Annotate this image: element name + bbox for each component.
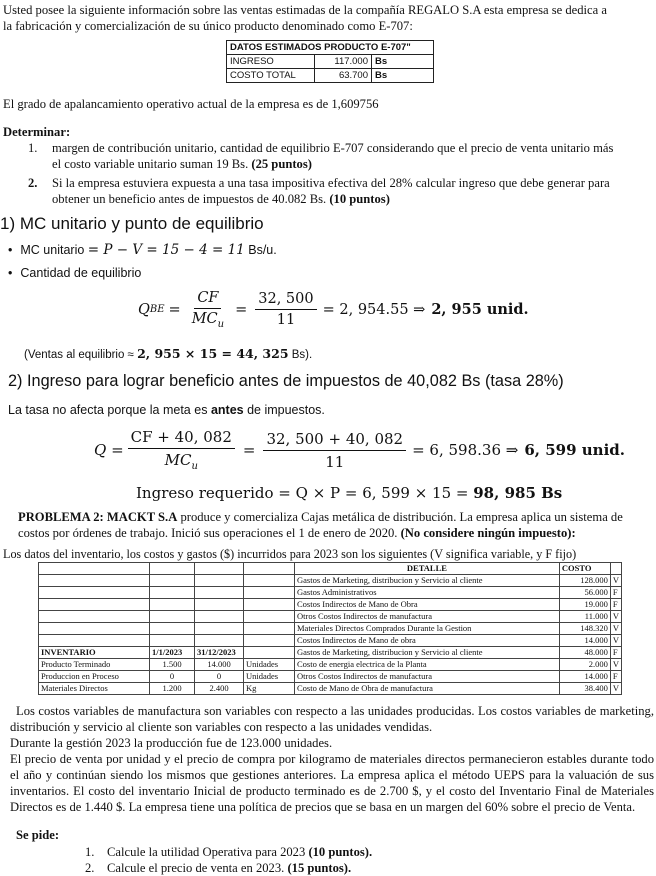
- cost-cell: 128.000: [559, 575, 610, 587]
- item-text: el costo variable unitario suman 19 Bs.: [52, 157, 249, 171]
- estimates-value: 63.700: [315, 69, 372, 83]
- ask-text: Calcule la utilidad Operativa para 2023: [107, 845, 306, 859]
- inventory-cell: [150, 575, 195, 587]
- item-text: margen de contribución unitario, cantidad de equilibrio E-707 considerando que el precio de venta unitario más: [52, 141, 614, 155]
- detail-cell: Gastos de Marketing, distribucion y Servicio al cliente: [295, 575, 560, 587]
- inventory-cell: [150, 599, 195, 611]
- table-row: [39, 635, 622, 647]
- cost-type-cell: F: [610, 671, 621, 683]
- cost-cell: 38.400: [559, 683, 610, 695]
- inventory-cell: Unidades: [244, 659, 295, 671]
- inventory-cell: 0: [195, 671, 244, 683]
- detail-cell: Otros Costos Indirectos de manufactura: [295, 671, 560, 683]
- table-row: [39, 611, 622, 623]
- ask-text: Calcule el precio de venta en 2023.: [107, 861, 285, 875]
- detail-cell: Otros Costos Indirectos de manufactura: [295, 611, 560, 623]
- intro-paragraph: [3, 2, 655, 34]
- fraction-numerator: CF + 40, 082: [128, 428, 235, 449]
- inventory-cell: [39, 623, 150, 635]
- table-row: [39, 659, 622, 671]
- inventory-cell: [244, 635, 295, 647]
- table-row: [39, 587, 622, 599]
- fraction-numerator: 32, 500: [255, 291, 316, 310]
- intro-line-1: Usted posee la siguiente información sobre las ventas estimadas de la compañía REGALO S.A esta empresa se dedica a: [3, 3, 607, 17]
- revenue-formula: [136, 484, 562, 502]
- list-item: [28, 175, 656, 207]
- formula-lhs: Q =: [94, 441, 124, 459]
- solution2-note: [8, 403, 325, 417]
- cost-type-cell: V: [610, 611, 621, 623]
- fraction-symbolic: [128, 428, 235, 472]
- inventory-cell: Materiales Directos: [39, 683, 150, 695]
- cost-type-cell: F: [610, 647, 621, 659]
- inventory-cell: INVENTARIO: [39, 647, 150, 659]
- inventory-cell: 31/12/2023: [195, 647, 244, 659]
- fraction-denominator: MC: [191, 311, 218, 327]
- table-row: [227, 55, 434, 69]
- inventory-cell: 1/1/2023: [150, 647, 195, 659]
- list-item: [28, 140, 656, 172]
- table-row: [39, 671, 622, 683]
- fraction-denominator-sub: u: [191, 461, 198, 472]
- item-number: 2.: [28, 176, 38, 190]
- cost-cell: 2.000: [559, 659, 610, 671]
- revenue-bold: 98, 985 Bs: [473, 484, 563, 502]
- inventory-cell: [244, 611, 295, 623]
- fraction-denominator: 11: [276, 312, 296, 329]
- inventory-cell: [39, 575, 150, 587]
- problem2-intro-rest: produce y comercializa Cajas metálica de distribución. La empresa aplica un sistema de: [180, 510, 623, 524]
- profit-formula: Q = $\frac{CF + 40, 082}{MC_u}$ = $\frac{32, 500 + 40, 082}{11}$ = 6, 598.36 ⇒ 6, 599 unid.: [94, 428, 625, 472]
- formula-result-bold: 6, 599 unid.: [524, 441, 625, 459]
- determine-list: [28, 140, 656, 207]
- cost-cell: 19.000: [559, 599, 610, 611]
- detail-cell: Gastos Administrativos: [295, 587, 560, 599]
- detail-cell: Costos Indirectos de Mano de obra: [295, 635, 560, 647]
- inventory-cell: 0: [150, 671, 195, 683]
- formula-lhs-sub: BE: [149, 304, 165, 316]
- estimates-unit: Bs: [372, 69, 434, 83]
- table-row: [39, 575, 622, 587]
- bullet-dot: •: [8, 243, 13, 257]
- inventory-cell: 2.400: [195, 683, 244, 695]
- cost-cell: 11.000: [559, 611, 610, 623]
- inventory-cell: 14.000: [195, 659, 244, 671]
- estimates-value: 117.000: [315, 55, 372, 69]
- problem2-title: PROBLEMA 2: MACKT S.A: [18, 510, 178, 524]
- mc-equation: = P − V = 15 − 4 = 11: [87, 242, 245, 258]
- table-row: [39, 683, 622, 695]
- inventory-cell: [195, 611, 244, 623]
- estimates-label: INGRESO: [227, 55, 315, 69]
- cost-cell: 48.000: [559, 647, 610, 659]
- cost-type-cell: F: [610, 587, 621, 599]
- inventory-cell: Producto Terminado: [39, 659, 150, 671]
- inventory-cost-table: [38, 562, 622, 695]
- inventory-cell: [150, 635, 195, 647]
- table-row: [227, 69, 434, 83]
- header-cost: COSTO: [559, 563, 610, 575]
- estimates-label: COSTO TOTAL: [227, 69, 315, 83]
- solution1-heading: 1) MC unitario y punto de equilibrio: [0, 214, 264, 233]
- inventory-cell: 1.200: [150, 683, 195, 695]
- revenue-text: Ingreso requerido = Q × P = 6, 599 × 15 =: [136, 484, 469, 502]
- sales-note: [24, 346, 312, 361]
- problem2-intro: [18, 509, 654, 541]
- item-points: (25 puntos): [251, 157, 312, 171]
- cost-type-cell: V: [610, 683, 621, 695]
- bullet-dot: •: [8, 266, 13, 280]
- cost-cell: 14.000: [559, 635, 610, 647]
- sales-note-prefix: (Ventas al equilibrio ≈: [24, 349, 134, 361]
- estimates-unit: Bs: [372, 55, 434, 69]
- formula-lhs: Q: [138, 301, 150, 318]
- solution2-heading: 2) Ingreso para lograr beneficio antes de impuestos de 40,082 Bs (tasa 28%): [8, 372, 564, 390]
- fraction-numeric: [263, 430, 406, 471]
- item-points: (10 puntos): [329, 192, 390, 206]
- bullet-label: Cantidad de equilibrio: [20, 266, 142, 280]
- asks-list: [85, 844, 372, 876]
- paragraph-pricing: El precio de venta por unidad y el precio de compra por kilogramo de materiales directos permanecieron estables durante todo el año y continúan siendo los mismos que gestiones anteriores. La empresa aplica el método UEPS para la valuación de sus inventarios. El costo del inventario Inicial de producto terminado es de 2.700 $, y el costo del Inventario Final de Materiales Directos es de 1.440 $. La empresa tiene una política de precios que se basa en un margen del 60% sobre el precio de Venta.: [10, 752, 654, 814]
- intro-line-2: la fabricación y comercialización de su único producto denominado como E-707:: [3, 19, 413, 33]
- estimates-table: [226, 40, 434, 83]
- inventory-cell: [244, 575, 295, 587]
- inventory-cell: [39, 635, 150, 647]
- cost-type-cell: V: [610, 575, 621, 587]
- header-detail: DETALLE: [295, 563, 560, 575]
- note-bold: antes: [210, 403, 244, 417]
- formula-result-bold: 2, 955 unid.: [431, 301, 529, 319]
- inventory-cell: [244, 623, 295, 635]
- inventory-cell: Unidades: [244, 671, 295, 683]
- paragraph-production: Durante la gestión 2023 la producción fue de 123.000 unidades.: [10, 736, 333, 750]
- note-suffix: de impuestos.: [247, 403, 325, 417]
- inventory-cell: [150, 611, 195, 623]
- table-row: [39, 647, 622, 659]
- ask-number: 1.: [85, 845, 95, 859]
- detail-cell: Gastos de Marketing, distribucion y Servicio al cliente: [295, 647, 560, 659]
- fraction-numeric: [255, 291, 316, 328]
- inventory-cell: [39, 599, 150, 611]
- formula-result: = 2, 954.55 ⇒: [322, 301, 426, 318]
- cost-type-cell: V: [610, 659, 621, 671]
- formula-result: = 6, 598.36 ⇒: [412, 441, 519, 459]
- inventory-cell: [195, 635, 244, 647]
- breakeven-formula: Q BE = $\frac{CF}{MC_u}$ = $\frac{32, 500}{11}$ = 2, 954.55 ⇒ 2, 955 unid.: [138, 290, 529, 330]
- cost-cell: 14.000: [559, 671, 610, 683]
- fraction-denominator: 11: [325, 452, 345, 471]
- inventory-cell: [195, 599, 244, 611]
- asks-title: Se pide:: [16, 828, 60, 842]
- detail-cell: Costo de energia electrica de la Planta: [295, 659, 560, 671]
- sales-note-suffix: Bs).: [291, 349, 313, 361]
- inventory-cell: 1.500: [150, 659, 195, 671]
- leverage-text: El grado de apalancamiento operativo actual de la empresa es de 1,609756: [3, 97, 379, 111]
- fraction-denominator-sub: u: [217, 318, 225, 330]
- inventory-cell: [39, 611, 150, 623]
- cost-cell: 148.320: [559, 623, 610, 635]
- table-row: [39, 623, 622, 635]
- bullet-label: MC unitario: [20, 243, 85, 257]
- sales-note-math: 2, 955 × 15 = 44, 325: [137, 346, 289, 361]
- inventory-cell: Kg: [244, 683, 295, 695]
- inventory-cell: [244, 587, 295, 599]
- inventory-cell: [150, 623, 195, 635]
- determine-title: Determinar:: [3, 125, 71, 139]
- problem2-data-line: Los datos del inventario, los costos y gastos ($) incurridos para 2023 son los siguientes (V significa variable, y F fijo): [3, 547, 577, 561]
- inventory-cell: [195, 623, 244, 635]
- fraction-numerator: CF: [194, 290, 221, 309]
- item-number: 1.: [28, 141, 38, 155]
- fraction-denominator: MC: [164, 451, 192, 469]
- estimates-table-header: DATOS ESTIMADOS PRODUCTO E-707": [227, 41, 434, 55]
- table-row: [39, 599, 622, 611]
- item-text: obtener un beneficio antes de impuestos de 40.082 Bs.: [52, 192, 327, 206]
- cost-type-cell: F: [610, 599, 621, 611]
- inventory-cell: [244, 647, 295, 659]
- inventory-cell: [39, 587, 150, 599]
- problem2-intro-line2: costos por órdenes de trabajo. Inició sus operaciones el 1 de enero de 2020.: [18, 526, 398, 540]
- mc-unit: Bs/u.: [248, 243, 277, 257]
- inventory-cell: [244, 599, 295, 611]
- ask-points: (15 puntos).: [287, 861, 352, 875]
- table-header-row: [39, 563, 622, 575]
- fraction-symbolic: [189, 290, 227, 330]
- cost-type-cell: V: [610, 623, 621, 635]
- item-text: Si la empresa estuviera expuesta a una tasa impositiva efectiva del 28% calcular ingreso que debe generar para: [52, 176, 610, 190]
- cost-cell: 56.000: [559, 587, 610, 599]
- paragraph-variable-costs: Los costos variables de manufactura son variables con respecto a las unidades producidas. Los costos variables de marketing, distribución y servicio al cliente son variables con respecto a las unidades vendidas.: [10, 704, 654, 734]
- solution1-bullet-mc: [8, 242, 277, 258]
- inventory-cell: Produccion en Proceso: [39, 671, 150, 683]
- note-prefix: La tasa no afecta porque la meta es: [8, 403, 208, 417]
- inventory-cell: [195, 587, 244, 599]
- inventory-cell: [195, 575, 244, 587]
- problem2-paragraphs: [10, 703, 654, 815]
- ask-points: (10 puntos).: [308, 845, 373, 859]
- cost-type-cell: V: [610, 635, 621, 647]
- inventory-cell: [150, 587, 195, 599]
- fraction-numerator: 32, 500 + 40, 082: [263, 430, 406, 451]
- solution1-bullet-qty: [8, 266, 141, 280]
- detail-cell: Materiales Directos Comprados Durante la Gestion: [295, 623, 560, 635]
- detail-cell: Costo de Mano de Obra de manufactura: [295, 683, 560, 695]
- ask-number: 2.: [85, 861, 95, 875]
- detail-cell: Costos Indirectos de Mano de Obra: [295, 599, 560, 611]
- problem2-intro-bold: (No considere ningún impuesto):: [400, 526, 576, 540]
